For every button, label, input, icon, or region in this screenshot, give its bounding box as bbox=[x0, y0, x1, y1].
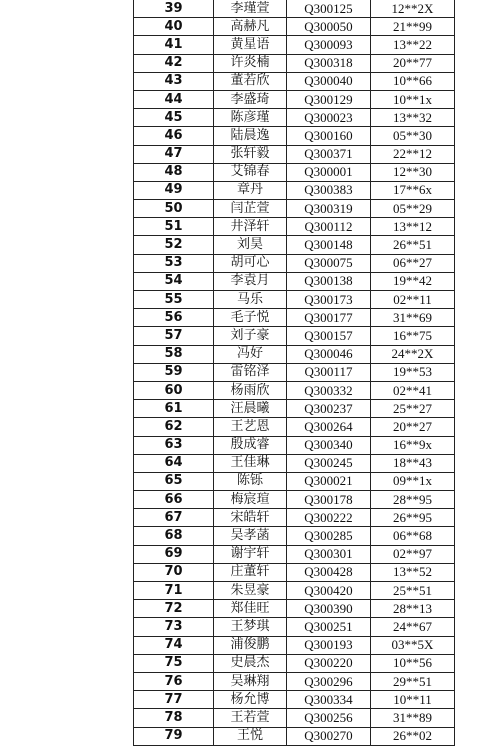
row-number-cell: 58 bbox=[134, 345, 214, 363]
row-number-cell: 62 bbox=[134, 418, 214, 436]
student-id-cell: Q300340 bbox=[287, 436, 371, 454]
table-row bbox=[134, 163, 455, 181]
masked-code-cell: 16**75 bbox=[371, 327, 455, 345]
row-number-cell: 53 bbox=[134, 254, 214, 272]
student-name-cell: 马乐 bbox=[214, 291, 287, 309]
student-name-cell: 王艺恩 bbox=[214, 418, 287, 436]
student-id-cell: Q300220 bbox=[287, 654, 371, 672]
masked-code-cell: 10**56 bbox=[371, 654, 455, 672]
student-name-cell: 宋皓轩 bbox=[214, 509, 287, 527]
masked-code-cell: 10**66 bbox=[371, 72, 455, 90]
student-name-cell: 吴孝菡 bbox=[214, 527, 287, 545]
student-name-cell: 王梦琪 bbox=[214, 618, 287, 636]
student-id-cell: Q300177 bbox=[287, 309, 371, 327]
table-row bbox=[134, 109, 455, 127]
student-name-cell: 许炎楠 bbox=[214, 54, 287, 72]
student-name-cell: 杨雨欣 bbox=[214, 381, 287, 399]
row-number-cell: 72 bbox=[134, 600, 214, 618]
row-number-cell: 54 bbox=[134, 272, 214, 290]
student-name-cell: 陆晨逸 bbox=[214, 127, 287, 145]
student-name-cell: 郑佳旺 bbox=[214, 600, 287, 618]
table-row bbox=[134, 436, 455, 454]
table-row bbox=[134, 363, 455, 381]
row-number-cell: 55 bbox=[134, 291, 214, 309]
masked-code-cell: 28**95 bbox=[371, 491, 455, 509]
masked-code-cell: 02**11 bbox=[371, 291, 455, 309]
masked-code-cell: 13**12 bbox=[371, 218, 455, 236]
student-name-cell: 王佳琳 bbox=[214, 454, 287, 472]
table-row bbox=[134, 418, 455, 436]
row-number-cell: 78 bbox=[134, 709, 214, 727]
table-row bbox=[134, 472, 455, 490]
row-number-cell: 76 bbox=[134, 672, 214, 690]
row-number-cell: 74 bbox=[134, 636, 214, 654]
table-row bbox=[134, 527, 455, 545]
student-name-cell: 李瑾萱 bbox=[214, 0, 287, 18]
row-number-cell: 70 bbox=[134, 563, 214, 581]
row-number-cell: 61 bbox=[134, 400, 214, 418]
masked-code-cell: 13**22 bbox=[371, 36, 455, 54]
student-id-cell: Q300296 bbox=[287, 672, 371, 690]
student-id-cell: Q300173 bbox=[287, 291, 371, 309]
masked-code-cell: 26**51 bbox=[371, 236, 455, 254]
table-row bbox=[134, 454, 455, 472]
student-id-cell: Q300428 bbox=[287, 563, 371, 581]
table-row bbox=[134, 309, 455, 327]
student-name-cell: 陈彦瑾 bbox=[214, 109, 287, 127]
student-name-cell: 谢宇轩 bbox=[214, 545, 287, 563]
row-number-cell: 56 bbox=[134, 309, 214, 327]
table-row bbox=[134, 600, 455, 618]
row-number-cell: 65 bbox=[134, 472, 214, 490]
row-number-cell: 47 bbox=[134, 145, 214, 163]
student-id-cell: Q300383 bbox=[287, 181, 371, 199]
table-row bbox=[134, 691, 455, 709]
masked-code-cell: 18**43 bbox=[371, 454, 455, 472]
row-number-cell: 69 bbox=[134, 545, 214, 563]
masked-code-cell: 02**41 bbox=[371, 381, 455, 399]
student-name-cell: 王悦 bbox=[214, 727, 287, 745]
student-id-cell: Q300046 bbox=[287, 345, 371, 363]
masked-code-cell: 05**29 bbox=[371, 200, 455, 218]
table-row bbox=[134, 509, 455, 527]
row-number-cell: 42 bbox=[134, 54, 214, 72]
masked-code-cell: 26**95 bbox=[371, 509, 455, 527]
student-name-cell: 庄董轩 bbox=[214, 563, 287, 581]
row-number-cell: 41 bbox=[134, 36, 214, 54]
student-id-cell: Q300193 bbox=[287, 636, 371, 654]
student-name-cell: 王若萱 bbox=[214, 709, 287, 727]
student-id-cell: Q300117 bbox=[287, 363, 371, 381]
table-row bbox=[134, 72, 455, 90]
student-id-cell: Q300112 bbox=[287, 218, 371, 236]
masked-code-cell: 10**1x bbox=[371, 90, 455, 108]
student-name-cell: 雷铭泽 bbox=[214, 363, 287, 381]
student-name-cell: 李盛琦 bbox=[214, 90, 287, 108]
student-id-cell: Q300332 bbox=[287, 381, 371, 399]
row-number-cell: 64 bbox=[134, 454, 214, 472]
row-number-cell: 68 bbox=[134, 527, 214, 545]
table-row bbox=[134, 345, 455, 363]
student-id-cell: Q300023 bbox=[287, 109, 371, 127]
table-row bbox=[134, 90, 455, 108]
student-name-cell: 胡可心 bbox=[214, 254, 287, 272]
masked-code-cell: 28**13 bbox=[371, 600, 455, 618]
student-id-cell: Q300334 bbox=[287, 691, 371, 709]
student-name-cell: 吴琳翔 bbox=[214, 672, 287, 690]
table-row bbox=[134, 200, 455, 218]
student-id-cell: Q300178 bbox=[287, 491, 371, 509]
student-id-cell: Q300157 bbox=[287, 327, 371, 345]
row-number-cell: 77 bbox=[134, 691, 214, 709]
table-row bbox=[134, 145, 455, 163]
table-row bbox=[134, 654, 455, 672]
student-name-cell: 史晨杰 bbox=[214, 654, 287, 672]
student-name-cell: 杨允博 bbox=[214, 691, 287, 709]
masked-code-cell: 22**12 bbox=[371, 145, 455, 163]
masked-code-cell: 20**27 bbox=[371, 418, 455, 436]
masked-code-cell: 20**77 bbox=[371, 54, 455, 72]
student-id-cell: Q300264 bbox=[287, 418, 371, 436]
row-number-cell: 45 bbox=[134, 109, 214, 127]
student-name-cell: 董若欣 bbox=[214, 72, 287, 90]
student-id-cell: Q300390 bbox=[287, 600, 371, 618]
masked-code-cell: 16**9x bbox=[371, 436, 455, 454]
student-id-cell: Q300129 bbox=[287, 90, 371, 108]
masked-code-cell: 24**67 bbox=[371, 618, 455, 636]
row-number-cell: 71 bbox=[134, 582, 214, 600]
student-name-cell: 闫芷萱 bbox=[214, 200, 287, 218]
student-id-cell: Q300021 bbox=[287, 472, 371, 490]
masked-code-cell: 03**5X bbox=[371, 636, 455, 654]
student-id-cell: Q300318 bbox=[287, 54, 371, 72]
masked-code-cell: 31**89 bbox=[371, 709, 455, 727]
student-id-cell: Q300371 bbox=[287, 145, 371, 163]
row-number-cell: 48 bbox=[134, 163, 214, 181]
table-row bbox=[134, 254, 455, 272]
masked-code-cell: 19**53 bbox=[371, 363, 455, 381]
row-number-cell: 59 bbox=[134, 363, 214, 381]
table-row bbox=[134, 272, 455, 290]
table-row bbox=[134, 727, 455, 745]
table-row bbox=[134, 400, 455, 418]
student-id-cell: Q300138 bbox=[287, 272, 371, 290]
row-number-cell: 49 bbox=[134, 181, 214, 199]
table-row bbox=[134, 491, 455, 509]
masked-code-cell: 25**51 bbox=[371, 582, 455, 600]
row-number-cell: 79 bbox=[134, 727, 214, 745]
row-number-cell: 73 bbox=[134, 618, 214, 636]
table-row bbox=[134, 582, 455, 600]
student-id-cell: Q300160 bbox=[287, 127, 371, 145]
student-id-cell: Q300270 bbox=[287, 727, 371, 745]
student-name-cell: 井泽轩 bbox=[214, 218, 287, 236]
table-row bbox=[134, 236, 455, 254]
masked-code-cell: 17**6x bbox=[371, 181, 455, 199]
table-row bbox=[134, 672, 455, 690]
student-name-cell: 李袁月 bbox=[214, 272, 287, 290]
table-row bbox=[134, 18, 455, 36]
row-number-cell: 63 bbox=[134, 436, 214, 454]
roster-body bbox=[134, 0, 455, 745]
masked-code-cell: 06**27 bbox=[371, 254, 455, 272]
student-id-cell: Q300245 bbox=[287, 454, 371, 472]
student-id-cell: Q300237 bbox=[287, 400, 371, 418]
table-row bbox=[134, 181, 455, 199]
table-row bbox=[134, 327, 455, 345]
student-id-cell: Q300420 bbox=[287, 582, 371, 600]
student-name-cell: 章丹 bbox=[214, 181, 287, 199]
student-id-cell: Q300148 bbox=[287, 236, 371, 254]
masked-code-cell: 29**51 bbox=[371, 672, 455, 690]
masked-code-cell: 25**27 bbox=[371, 400, 455, 418]
row-number-cell: 52 bbox=[134, 236, 214, 254]
table-row bbox=[134, 54, 455, 72]
student-id-cell: Q300001 bbox=[287, 163, 371, 181]
student-id-cell: Q300125 bbox=[287, 0, 371, 18]
table-row bbox=[134, 636, 455, 654]
student-id-cell: Q300222 bbox=[287, 509, 371, 527]
student-name-cell: 张轩毅 bbox=[214, 145, 287, 163]
masked-code-cell: 31**69 bbox=[371, 309, 455, 327]
row-number-cell: 75 bbox=[134, 654, 214, 672]
masked-code-cell: 19**42 bbox=[371, 272, 455, 290]
student-name-cell: 殷成睿 bbox=[214, 436, 287, 454]
table-row bbox=[134, 218, 455, 236]
student-id-cell: Q300319 bbox=[287, 200, 371, 218]
roster-table bbox=[133, 0, 455, 746]
student-name-cell: 刘子豪 bbox=[214, 327, 287, 345]
masked-code-cell: 05**30 bbox=[371, 127, 455, 145]
student-id-cell: Q300251 bbox=[287, 618, 371, 636]
row-number-cell: 44 bbox=[134, 90, 214, 108]
student-id-cell: Q300075 bbox=[287, 254, 371, 272]
masked-code-cell: 26**02 bbox=[371, 727, 455, 745]
row-number-cell: 67 bbox=[134, 509, 214, 527]
masked-code-cell: 02**97 bbox=[371, 545, 455, 563]
table-row bbox=[134, 709, 455, 727]
masked-code-cell: 24**2X bbox=[371, 345, 455, 363]
student-id-cell: Q300050 bbox=[287, 18, 371, 36]
masked-code-cell: 06**68 bbox=[371, 527, 455, 545]
student-id-cell: Q300256 bbox=[287, 709, 371, 727]
masked-code-cell: 13**32 bbox=[371, 109, 455, 127]
row-number-cell: 51 bbox=[134, 218, 214, 236]
student-id-cell: Q300093 bbox=[287, 36, 371, 54]
table-row bbox=[134, 36, 455, 54]
row-number-cell: 57 bbox=[134, 327, 214, 345]
student-name-cell: 毛子悦 bbox=[214, 309, 287, 327]
table-row bbox=[134, 545, 455, 563]
student-name-cell: 陈铄 bbox=[214, 472, 287, 490]
row-number-cell: 39 bbox=[134, 0, 214, 18]
row-number-cell: 46 bbox=[134, 127, 214, 145]
table-row bbox=[134, 563, 455, 581]
student-name-cell: 高赫凡 bbox=[214, 18, 287, 36]
row-number-cell: 60 bbox=[134, 381, 214, 399]
student-name-cell: 梅宸瑄 bbox=[214, 491, 287, 509]
row-number-cell: 43 bbox=[134, 72, 214, 90]
table-row bbox=[134, 127, 455, 145]
student-id-cell: Q300285 bbox=[287, 527, 371, 545]
row-number-cell: 50 bbox=[134, 200, 214, 218]
student-name-cell: 汪晨曦 bbox=[214, 400, 287, 418]
masked-code-cell: 13**52 bbox=[371, 563, 455, 581]
student-name-cell: 浦俊鹏 bbox=[214, 636, 287, 654]
student-name-cell: 刘昊 bbox=[214, 236, 287, 254]
student-id-cell: Q300040 bbox=[287, 72, 371, 90]
student-id-cell: Q300301 bbox=[287, 545, 371, 563]
student-name-cell: 艾锦春 bbox=[214, 163, 287, 181]
table-row bbox=[134, 0, 455, 18]
row-number-cell: 40 bbox=[134, 18, 214, 36]
masked-code-cell: 09**1x bbox=[371, 472, 455, 490]
table-row bbox=[134, 618, 455, 636]
masked-code-cell: 21**99 bbox=[371, 18, 455, 36]
masked-code-cell: 12**30 bbox=[371, 163, 455, 181]
masked-code-cell: 10**11 bbox=[371, 691, 455, 709]
student-name-cell: 黄星语 bbox=[214, 36, 287, 54]
masked-code-cell: 12**2X bbox=[371, 0, 455, 18]
table-row bbox=[134, 381, 455, 399]
student-name-cell: 朱昱豪 bbox=[214, 582, 287, 600]
student-name-cell: 冯好 bbox=[214, 345, 287, 363]
table-row bbox=[134, 291, 455, 309]
row-number-cell: 66 bbox=[134, 491, 214, 509]
